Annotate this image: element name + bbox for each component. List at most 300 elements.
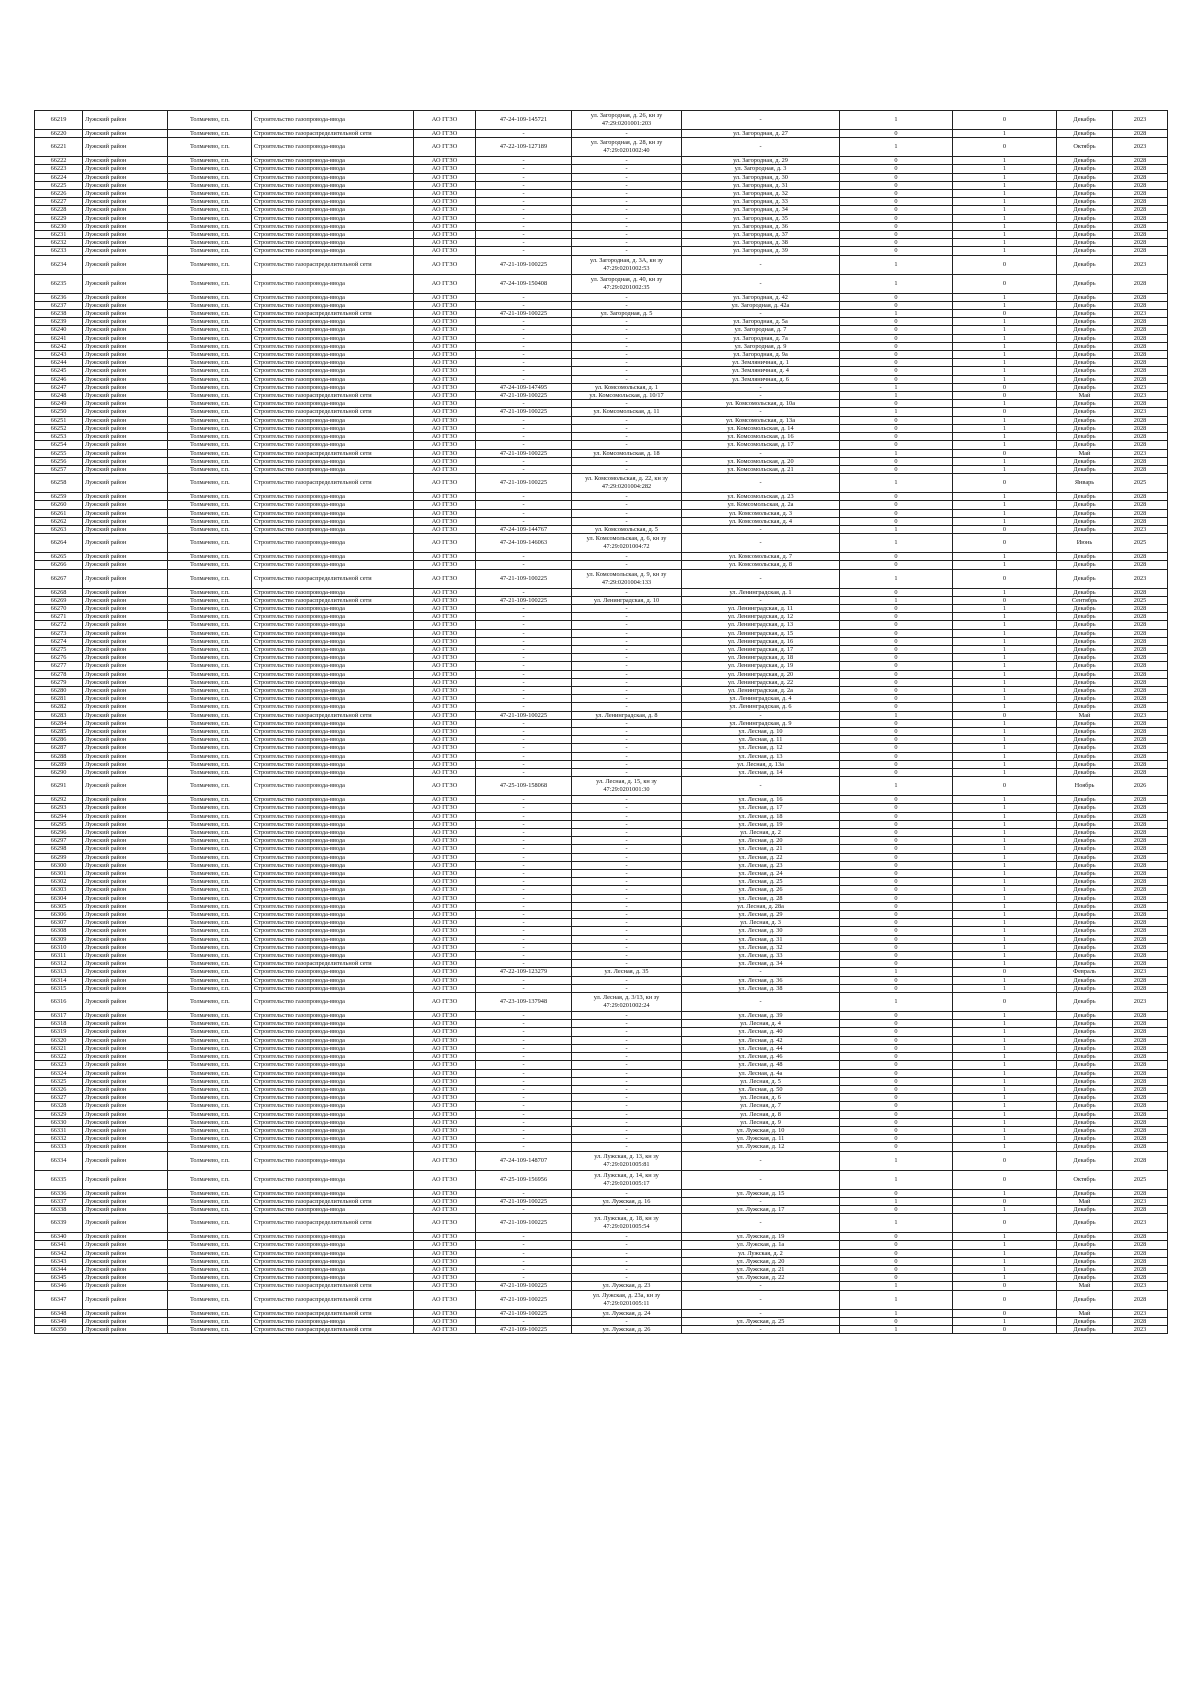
- address-cell: -: [682, 1151, 840, 1170]
- address-cell: ул. Ленинградская, д. 15: [682, 629, 840, 637]
- count-a-cell: 0: [840, 645, 953, 653]
- table-row: [35, 1143, 1168, 1151]
- organization-cell: АО ГГЗО: [414, 613, 476, 621]
- settlement-cell: Толмачево, г.п.: [168, 878, 252, 886]
- record-number-cell: 66279: [35, 678, 83, 686]
- address-with-cadastral-cell: -: [572, 588, 682, 596]
- table-row: [35, 678, 1168, 686]
- settlement-cell: Толмачево, г.п.: [168, 1036, 252, 1044]
- year-cell: 2028: [1113, 501, 1168, 509]
- record-number-cell: 66242: [35, 342, 83, 350]
- year-cell: 2028: [1113, 342, 1168, 350]
- settlement-cell: Толмачево, г.п.: [168, 935, 252, 943]
- table-row: [35, 342, 1168, 350]
- work-type-cell: Строительство газопровода-ввода: [252, 911, 414, 919]
- organization-cell: АО ГГЗО: [414, 1170, 476, 1189]
- settlement-cell: Толмачево, г.п.: [168, 1094, 252, 1102]
- count-a-cell: 0: [840, 1077, 953, 1085]
- count-a-cell: 0: [840, 760, 953, 768]
- record-number-cell: 66261: [35, 509, 83, 517]
- month-cell: Декабрь: [1057, 870, 1113, 878]
- year-cell: 2028: [1113, 318, 1168, 326]
- organization-cell: АО ГГЗО: [414, 130, 476, 138]
- address-with-cadastral-cell: -: [572, 678, 682, 686]
- organization-cell: АО ГГЗО: [414, 984, 476, 992]
- count-b-cell: 1: [953, 1110, 1057, 1118]
- settlement-cell: Толмачево, г.п.: [168, 588, 252, 596]
- reg-number-cell: -: [476, 247, 572, 255]
- year-cell: 2028: [1113, 416, 1168, 424]
- address-with-cadastral-cell: -: [572, 744, 682, 752]
- address-cell: ул. Комсомольская, д. 14: [682, 424, 840, 432]
- organization-cell: АО ГГЗО: [414, 301, 476, 309]
- address-with-cadastral-cell: -: [572, 351, 682, 359]
- count-b-cell: 1: [953, 1085, 1057, 1093]
- record-number-cell: 66244: [35, 359, 83, 367]
- month-cell: Декабрь: [1057, 274, 1113, 293]
- count-b-cell: 0: [953, 569, 1057, 588]
- year-cell: 2028: [1113, 1085, 1168, 1093]
- district-cell: Лужский район: [83, 1170, 168, 1189]
- count-b-cell: 0: [953, 534, 1057, 553]
- record-number-cell: 66308: [35, 927, 83, 935]
- record-number-cell: 66306: [35, 911, 83, 919]
- reg-number-cell: 47-21-109-100225: [476, 310, 572, 318]
- year-cell: 2028: [1113, 613, 1168, 621]
- count-b-cell: 1: [953, 1233, 1057, 1241]
- address-cell: -: [682, 408, 840, 416]
- table-row: [35, 727, 1168, 735]
- month-cell: Декабрь: [1057, 130, 1113, 138]
- settlement-cell: Толмачево, г.п.: [168, 424, 252, 432]
- count-b-cell: 1: [953, 902, 1057, 910]
- district-cell: Лужский район: [83, 952, 168, 960]
- organization-cell: АО ГГЗО: [414, 777, 476, 796]
- record-number-cell: 66275: [35, 645, 83, 653]
- district-cell: Лужский район: [83, 326, 168, 334]
- address-with-cadastral-cell: -: [572, 662, 682, 670]
- district-cell: Лужский район: [83, 695, 168, 703]
- address-cell: ул. Ленинградская, д. 6: [682, 703, 840, 711]
- month-cell: Декабрь: [1057, 686, 1113, 694]
- work-type-cell: Строительство газопровода-ввода: [252, 760, 414, 768]
- address-cell: ул. Ленинградская, д. 17: [682, 645, 840, 653]
- address-cell: -: [682, 449, 840, 457]
- count-b-cell: 1: [953, 886, 1057, 894]
- district-cell: Лужский район: [83, 247, 168, 255]
- count-a-cell: 0: [840, 293, 953, 301]
- address-cell: ул. Загородная, д. 38: [682, 239, 840, 247]
- year-cell: 2028: [1113, 952, 1168, 960]
- count-b-cell: 1: [953, 629, 1057, 637]
- address-with-cadastral-cell: ул. Лужская, д. 18, кн зу 47:29:0201005:54: [572, 1214, 682, 1233]
- record-number-cell: 66318: [35, 1020, 83, 1028]
- record-number-cell: 66334: [35, 1151, 83, 1170]
- district-cell: Лужский район: [83, 375, 168, 383]
- district-cell: Лужский район: [83, 1241, 168, 1249]
- organization-cell: АО ГГЗО: [414, 465, 476, 473]
- address-cell: ул. Загородная, д. 7а: [682, 334, 840, 342]
- settlement-cell: Толмачево, г.п.: [168, 670, 252, 678]
- address-cell: ул. Загородная, д. 32: [682, 190, 840, 198]
- settlement-cell: Толмачево, г.п.: [168, 190, 252, 198]
- work-type-cell: Строительство газопровода-ввода: [252, 812, 414, 820]
- reg-number-cell: -: [476, 493, 572, 501]
- district-cell: Лужский район: [83, 1012, 168, 1020]
- address-cell: ул. Загородная, д. 37: [682, 231, 840, 239]
- count-b-cell: 0: [953, 449, 1057, 457]
- record-number-cell: 66310: [35, 943, 83, 951]
- table-row: [35, 408, 1168, 416]
- month-cell: Декабрь: [1057, 509, 1113, 517]
- settlement-cell: Толмачево, г.п.: [168, 130, 252, 138]
- district-cell: Лужский район: [83, 744, 168, 752]
- reg-number-cell: -: [476, 359, 572, 367]
- organization-cell: АО ГГЗО: [414, 1205, 476, 1213]
- table-row: [35, 138, 1168, 157]
- record-number-cell: 66325: [35, 1077, 83, 1085]
- organization-cell: АО ГГЗО: [414, 493, 476, 501]
- settlement-cell: Толмачево, г.п.: [168, 400, 252, 408]
- month-cell: Декабрь: [1057, 326, 1113, 334]
- table-row: [35, 613, 1168, 621]
- month-cell: Октябрь: [1057, 1170, 1113, 1189]
- work-type-cell: Строительство газопровода-ввода: [252, 870, 414, 878]
- organization-cell: АО ГГЗО: [414, 509, 476, 517]
- organization-cell: АО ГГЗО: [414, 752, 476, 760]
- district-cell: Лужский район: [83, 984, 168, 992]
- address-cell: -: [682, 274, 840, 293]
- address-cell: -: [682, 392, 840, 400]
- table-row: [35, 301, 1168, 309]
- month-cell: Май: [1057, 1309, 1113, 1317]
- year-cell: 2023: [1113, 525, 1168, 533]
- table-row: [35, 760, 1168, 768]
- table-row: [35, 157, 1168, 165]
- year-cell: 2028: [1113, 654, 1168, 662]
- district-cell: Лужский район: [83, 449, 168, 457]
- organization-cell: АО ГГЗО: [414, 736, 476, 744]
- reg-number-cell: -: [476, 952, 572, 960]
- settlement-cell: Толмачево, г.п.: [168, 255, 252, 274]
- month-cell: Декабрь: [1057, 1069, 1113, 1077]
- work-type-cell: Строительство газопровода-ввода: [252, 1257, 414, 1265]
- address-cell: ул. Ленинградская, д. 2а: [682, 686, 840, 694]
- settlement-cell: Толмачево, г.п.: [168, 796, 252, 804]
- district-cell: Лужский район: [83, 301, 168, 309]
- settlement-cell: Толмачево, г.п.: [168, 719, 252, 727]
- record-number-cell: 66266: [35, 561, 83, 569]
- count-b-cell: 1: [953, 935, 1057, 943]
- settlement-cell: Толмачево, г.п.: [168, 1077, 252, 1085]
- count-a-cell: 0: [840, 222, 953, 230]
- settlement-cell: Толмачево, г.п.: [168, 637, 252, 645]
- count-a-cell: 0: [840, 214, 953, 222]
- reg-number-cell: -: [476, 911, 572, 919]
- table-row: [35, 968, 1168, 976]
- work-type-cell: Строительство газопровода-ввода: [252, 1077, 414, 1085]
- record-number-cell: 66248: [35, 392, 83, 400]
- table-row: [35, 1189, 1168, 1197]
- year-cell: 2028: [1113, 1094, 1168, 1102]
- count-b-cell: 1: [953, 173, 1057, 181]
- reg-number-cell: 47-21-109-100225: [476, 408, 572, 416]
- address-with-cadastral-cell: ул. Загородная, д. 40, кн зу 47:29:0201002:35: [572, 274, 682, 293]
- address-with-cadastral-cell: -: [572, 1102, 682, 1110]
- count-a-cell: 0: [840, 621, 953, 629]
- count-b-cell: 1: [953, 919, 1057, 927]
- record-number-cell: 66277: [35, 662, 83, 670]
- address-with-cadastral-cell: -: [572, 935, 682, 943]
- reg-number-cell: 47-22-109-127189: [476, 138, 572, 157]
- organization-cell: АО ГГЗО: [414, 1249, 476, 1257]
- month-cell: Декабрь: [1057, 993, 1113, 1012]
- organization-cell: АО ГГЗО: [414, 621, 476, 629]
- district-cell: Лужский район: [83, 1028, 168, 1036]
- reg-number-cell: -: [476, 1012, 572, 1020]
- record-number-cell: 66284: [35, 719, 83, 727]
- organization-cell: АО ГГЗО: [414, 424, 476, 432]
- record-number-cell: 66339: [35, 1214, 83, 1233]
- settlement-cell: Толмачево, г.п.: [168, 654, 252, 662]
- district-cell: Лужский район: [83, 588, 168, 596]
- work-type-cell: Строительство газопровода-ввода: [252, 829, 414, 837]
- record-number-cell: 66268: [35, 588, 83, 596]
- organization-cell: АО ГГЗО: [414, 359, 476, 367]
- organization-cell: АО ГГЗО: [414, 375, 476, 383]
- work-type-cell: Строительство газопровода-ввода: [252, 604, 414, 612]
- work-type-cell: Строительство газопровода-ввода: [252, 222, 414, 230]
- reg-number-cell: -: [476, 769, 572, 777]
- district-cell: Лужский район: [83, 1274, 168, 1282]
- district-cell: Лужский район: [83, 736, 168, 744]
- address-with-cadastral-cell: -: [572, 465, 682, 473]
- month-cell: Декабрь: [1057, 1012, 1113, 1020]
- district-cell: Лужский район: [83, 804, 168, 812]
- table-row: [35, 886, 1168, 894]
- count-a-cell: 0: [840, 812, 953, 820]
- district-cell: Лужский район: [83, 662, 168, 670]
- district-cell: Лужский район: [83, 993, 168, 1012]
- record-number-cell: 66238: [35, 310, 83, 318]
- address-cell: ул. Лесная, д. 34: [682, 960, 840, 968]
- district-cell: Лужский район: [83, 686, 168, 694]
- address-with-cadastral-cell: -: [572, 553, 682, 561]
- count-b-cell: 1: [953, 1012, 1057, 1020]
- settlement-cell: Толмачево, г.п.: [168, 1265, 252, 1273]
- month-cell: Декабрь: [1057, 662, 1113, 670]
- month-cell: Декабрь: [1057, 695, 1113, 703]
- year-cell: 2028: [1113, 853, 1168, 861]
- address-with-cadastral-cell: -: [572, 796, 682, 804]
- reg-number-cell: -: [476, 588, 572, 596]
- count-a-cell: 0: [840, 424, 953, 432]
- table-row: [35, 517, 1168, 525]
- organization-cell: АО ГГЗО: [414, 1012, 476, 1020]
- count-a-cell: 0: [840, 318, 953, 326]
- work-type-cell: Строительство газопровода-ввода: [252, 351, 414, 359]
- month-cell: Декабрь: [1057, 517, 1113, 525]
- district-cell: Лужский район: [83, 1061, 168, 1069]
- count-a-cell: 0: [840, 334, 953, 342]
- district-cell: Лужский район: [83, 501, 168, 509]
- district-cell: Лужский район: [83, 310, 168, 318]
- organization-cell: АО ГГЗО: [414, 231, 476, 239]
- count-a-cell: 0: [840, 367, 953, 375]
- address-cell: ул. Лесная, д. 8: [682, 1110, 840, 1118]
- count-b-cell: 1: [953, 588, 1057, 596]
- settlement-cell: Толмачево, г.п.: [168, 976, 252, 984]
- address-cell: -: [682, 569, 840, 588]
- year-cell: 2028: [1113, 198, 1168, 206]
- settlement-cell: Толмачево, г.п.: [168, 1233, 252, 1241]
- district-cell: Лужский район: [83, 1110, 168, 1118]
- address-cell: ул. Лесная, д. 2: [682, 829, 840, 837]
- month-cell: Декабрь: [1057, 670, 1113, 678]
- count-a-cell: 0: [840, 433, 953, 441]
- year-cell: 2028: [1113, 424, 1168, 432]
- settlement-cell: Толмачево, г.п.: [168, 214, 252, 222]
- organization-cell: АО ГГЗО: [414, 342, 476, 350]
- record-number-cell: 66294: [35, 812, 83, 820]
- record-number-cell: 66224: [35, 173, 83, 181]
- settlement-cell: Толмачево, г.п.: [168, 375, 252, 383]
- count-b-cell: 1: [953, 293, 1057, 301]
- count-b-cell: 1: [953, 1135, 1057, 1143]
- settlement-cell: Толмачево, г.п.: [168, 629, 252, 637]
- count-a-cell: 0: [840, 157, 953, 165]
- work-type-cell: Строительство газопровода-ввода: [252, 465, 414, 473]
- address-cell: ул. Загородная, д. 42а: [682, 301, 840, 309]
- settlement-cell: Толмачево, г.п.: [168, 449, 252, 457]
- year-cell: 2028: [1113, 752, 1168, 760]
- table-row: [35, 1170, 1168, 1189]
- count-a-cell: 1: [840, 255, 953, 274]
- district-cell: Лужский район: [83, 1036, 168, 1044]
- month-cell: Декабрь: [1057, 1151, 1113, 1170]
- record-number-cell: 66232: [35, 239, 83, 247]
- work-type-cell: Строительство газопровода-ввода: [252, 525, 414, 533]
- address-with-cadastral-cell: -: [572, 181, 682, 189]
- organization-cell: АО ГГЗО: [414, 686, 476, 694]
- district-cell: Лужский район: [83, 968, 168, 976]
- organization-cell: АО ГГЗО: [414, 927, 476, 935]
- table-row: [35, 804, 1168, 812]
- year-cell: 2023: [1113, 968, 1168, 976]
- count-b-cell: 1: [953, 1094, 1057, 1102]
- year-cell: 2028: [1113, 326, 1168, 334]
- reg-number-cell: -: [476, 804, 572, 812]
- reg-number-cell: -: [476, 604, 572, 612]
- year-cell: 2028: [1113, 588, 1168, 596]
- settlement-cell: Толмачево, г.п.: [168, 911, 252, 919]
- reg-number-cell: -: [476, 190, 572, 198]
- district-cell: Лужский район: [83, 1189, 168, 1197]
- organization-cell: АО ГГЗО: [414, 293, 476, 301]
- address-cell: ул. Лужская, д. 25: [682, 1317, 840, 1325]
- year-cell: 2028: [1113, 1044, 1168, 1052]
- table-row: [35, 326, 1168, 334]
- record-number-cell: 66270: [35, 604, 83, 612]
- organization-cell: АО ГГЗО: [414, 525, 476, 533]
- count-b-cell: 0: [953, 711, 1057, 719]
- work-type-cell: Строительство газораспределительной сети: [252, 255, 414, 274]
- organization-cell: АО ГГЗО: [414, 878, 476, 886]
- organization-cell: АО ГГЗО: [414, 318, 476, 326]
- organization-cell: АО ГГЗО: [414, 1309, 476, 1317]
- address-cell: ул. Загородная, д. 35: [682, 214, 840, 222]
- month-cell: Декабрь: [1057, 231, 1113, 239]
- reg-number-cell: -: [476, 1189, 572, 1197]
- address-cell: ул. Лесная, д. 28а: [682, 902, 840, 910]
- year-cell: 2028: [1113, 736, 1168, 744]
- address-cell: -: [682, 1325, 840, 1333]
- address-cell: ул. Загородная, д. 42: [682, 293, 840, 301]
- address-with-cadastral-cell: -: [572, 301, 682, 309]
- count-b-cell: 1: [953, 1274, 1057, 1282]
- settlement-cell: Толмачево, г.п.: [168, 222, 252, 230]
- record-number-cell: 66264: [35, 534, 83, 553]
- year-cell: 2028: [1113, 1249, 1168, 1257]
- work-type-cell: Строительство газораспределительной сети: [252, 1290, 414, 1309]
- reg-number-cell: -: [476, 637, 572, 645]
- count-b-cell: 1: [953, 911, 1057, 919]
- table-row: [35, 1118, 1168, 1126]
- table-row: [35, 654, 1168, 662]
- reg-number-cell: -: [476, 703, 572, 711]
- district-cell: Лужский район: [83, 165, 168, 173]
- work-type-cell: Строительство газопровода-ввода: [252, 318, 414, 326]
- count-b-cell: 1: [953, 1102, 1057, 1110]
- record-number-cell: 66233: [35, 247, 83, 255]
- table-row: [35, 629, 1168, 637]
- organization-cell: АО ГГЗО: [414, 1044, 476, 1052]
- reg-number-cell: -: [476, 130, 572, 138]
- reg-number-cell: 47-25-109-158068: [476, 777, 572, 796]
- address-with-cadastral-cell: -: [572, 727, 682, 735]
- work-type-cell: Строительство газопровода-ввода: [252, 777, 414, 796]
- month-cell: Декабрь: [1057, 198, 1113, 206]
- district-cell: Лужский район: [83, 367, 168, 375]
- address-with-cadastral-cell: -: [572, 952, 682, 960]
- settlement-cell: Толмачево, г.п.: [168, 960, 252, 968]
- work-type-cell: Строительство газопровода-ввода: [252, 613, 414, 621]
- record-number-cell: 66314: [35, 976, 83, 984]
- year-cell: 2028: [1113, 206, 1168, 214]
- table-row: [35, 247, 1168, 255]
- count-a-cell: 0: [840, 861, 953, 869]
- month-cell: Декабрь: [1057, 239, 1113, 247]
- year-cell: 2028: [1113, 976, 1168, 984]
- reg-number-cell: -: [476, 561, 572, 569]
- district-cell: Лужский район: [83, 441, 168, 449]
- reg-number-cell: -: [476, 935, 572, 943]
- address-with-cadastral-cell: -: [572, 400, 682, 408]
- record-number-cell: 66276: [35, 654, 83, 662]
- district-cell: Лужский район: [83, 894, 168, 902]
- settlement-cell: Толмачево, г.п.: [168, 812, 252, 820]
- work-type-cell: Строительство газопровода-ввода: [252, 326, 414, 334]
- month-cell: Декабрь: [1057, 744, 1113, 752]
- organization-cell: АО ГГЗО: [414, 1282, 476, 1290]
- organization-cell: АО ГГЗО: [414, 165, 476, 173]
- district-cell: Лужский район: [83, 1094, 168, 1102]
- address-with-cadastral-cell: -: [572, 752, 682, 760]
- organization-cell: АО ГГЗО: [414, 1053, 476, 1061]
- record-number-cell: 66287: [35, 744, 83, 752]
- record-number-cell: 66347: [35, 1290, 83, 1309]
- settlement-cell: Толмачево, г.п.: [168, 927, 252, 935]
